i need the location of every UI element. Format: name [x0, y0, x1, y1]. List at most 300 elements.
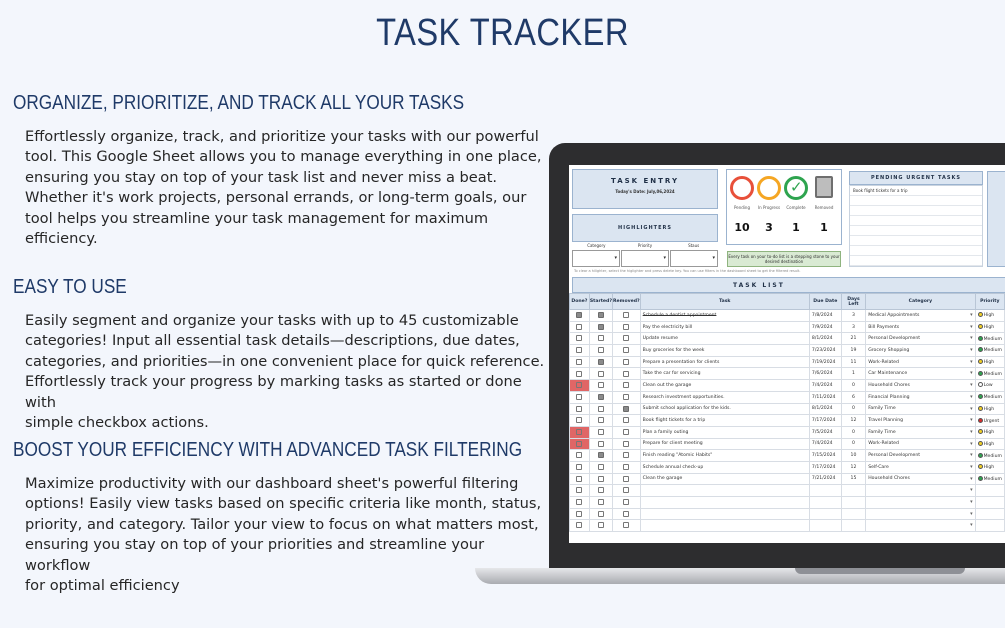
col-started: Started? — [589, 294, 612, 310]
due-date-cell — [809, 520, 841, 532]
done-cell — [570, 415, 590, 427]
done-checkbox[interactable] — [576, 394, 582, 400]
removed-checkbox[interactable] — [623, 464, 629, 470]
text-line: Maximize productivity with our dashboard sheet's powerful filtering — [25, 475, 519, 492]
text-line: tool helps you streamline your task management for maximum — [25, 209, 489, 227]
priority-dot-icon — [978, 464, 983, 469]
done-checkbox[interactable] — [576, 499, 582, 505]
done-cell — [570, 438, 590, 450]
days-left-cell: 12 — [841, 415, 865, 427]
filter-labels — [572, 243, 718, 248]
priority-value: Medium — [983, 336, 1002, 342]
started-checkbox[interactable] — [598, 312, 604, 318]
started-checkbox[interactable] — [598, 335, 604, 341]
text-line: ensuring you stay on top of your task list and never miss a beat. — [25, 168, 498, 186]
started-cell — [589, 368, 612, 380]
task-cell — [640, 485, 809, 497]
category-cell[interactable] — [866, 391, 975, 403]
category-cell[interactable] — [866, 345, 975, 357]
priority-cell[interactable] — [975, 426, 1004, 438]
priority-value: High — [983, 465, 995, 471]
done-cell — [570, 345, 590, 357]
priority-value: Medium — [983, 371, 1002, 377]
started-checkbox[interactable] — [598, 441, 604, 447]
chevron-down-icon: ▾ — [970, 405, 973, 412]
chevron-down-icon: ▾ — [970, 499, 973, 505]
text-line: for optimal efficiency — [25, 577, 180, 595]
started-checkbox[interactable] — [598, 347, 604, 353]
priority-cell[interactable] — [975, 461, 1004, 473]
category-cell[interactable] — [866, 520, 975, 532]
section-heading-filtering: BOOST YOUR EFFICIENCY WITH ADVANCED TASK FILTERING — [13, 439, 523, 461]
started-cell — [589, 415, 612, 427]
started-checkbox[interactable] — [598, 522, 604, 528]
due-date-cell: 7/19/2024 — [809, 356, 841, 368]
category-value: Work-Related — [868, 441, 899, 447]
removed-checkbox[interactable] — [623, 359, 629, 365]
priority-value: Urgent — [983, 418, 1000, 424]
category-value: Grocery Shopping — [868, 347, 910, 353]
section-body-easy — [25, 311, 545, 433]
done-cell — [570, 520, 590, 532]
pending-icon — [730, 176, 754, 200]
category-cell[interactable] — [866, 415, 975, 427]
started-cell — [589, 497, 612, 509]
days-left-cell — [841, 520, 865, 532]
priority-cell[interactable] — [975, 345, 1004, 357]
started-checkbox[interactable] — [598, 452, 604, 458]
priority-cell[interactable] — [975, 310, 1004, 322]
table-row — [570, 310, 1005, 322]
days-left-cell: 3 — [841, 321, 865, 333]
category-value: Car Maintenance — [868, 371, 908, 377]
removed-checkbox[interactable] — [623, 312, 629, 318]
started-checkbox[interactable] — [598, 429, 604, 435]
task-cell: Update resume — [640, 333, 809, 345]
category-cell[interactable] — [866, 461, 975, 473]
started-checkbox[interactable] — [598, 487, 604, 493]
highlighters-panel — [572, 214, 718, 242]
highlighters-title: HIGHLIGHTERS — [618, 225, 672, 231]
priority-cell[interactable] — [975, 321, 1004, 333]
chevron-down-icon: ▾ — [970, 475, 973, 482]
removed-checkbox[interactable] — [623, 487, 629, 493]
category-cell[interactable] — [866, 321, 975, 333]
priority-value: High — [983, 441, 995, 447]
text-line: Whether it's work projects, personal errands, or long-term goals, our — [25, 189, 527, 207]
task-cell: Clean out the garage — [640, 380, 809, 392]
due-date-cell — [809, 485, 841, 497]
category-cell[interactable] — [866, 310, 975, 322]
removed-checkbox[interactable] — [623, 511, 629, 517]
task-cell: Buy groceries for the week — [640, 345, 809, 357]
col-days-left: Days Left — [841, 294, 865, 310]
done-checkbox[interactable] — [576, 335, 582, 341]
table-row — [570, 333, 1005, 345]
removed-cell — [613, 497, 641, 509]
done-checkbox[interactable] — [576, 324, 582, 330]
hint-text: To clear a hilighter, select the higlighter and press delete key. You can use filters in the dashboard sheet to get the filtered result. — [574, 269, 801, 273]
started-cell — [589, 380, 612, 392]
filter-label-status: Staus — [688, 243, 700, 248]
stat-label-pending: Pending — [734, 205, 750, 210]
task-entry-panel — [572, 169, 718, 209]
table-row — [570, 508, 1005, 520]
side-panel — [987, 171, 1005, 267]
table-row — [570, 321, 1005, 333]
removed-checkbox[interactable] — [623, 499, 629, 505]
today-date: Today's Date: July,06,2024 — [615, 189, 675, 194]
done-cell — [570, 391, 590, 403]
done-checkbox[interactable] — [576, 312, 582, 318]
started-cell — [589, 403, 612, 415]
table-row — [570, 391, 1005, 403]
priority-cell[interactable] — [975, 450, 1004, 462]
removed-cell — [613, 321, 641, 333]
task-cell: Submit school application for the kids. — [640, 403, 809, 415]
urgent-title: PENDING URGENT TASKS — [870, 175, 962, 181]
priority-dot-icon — [978, 347, 983, 352]
in-progress-icon — [757, 176, 781, 200]
done-checkbox[interactable] — [576, 452, 582, 458]
started-checkbox[interactable] — [598, 511, 604, 517]
priority-value: High — [983, 430, 995, 436]
days-left-cell: 0 — [841, 380, 865, 392]
priority-dot-icon — [978, 382, 983, 387]
text-line: efficiency. — [25, 230, 98, 248]
chevron-down-icon: ▾ — [970, 510, 973, 517]
started-cell — [589, 426, 612, 438]
table-row — [570, 520, 1005, 532]
category-value: Bill Payments — [868, 324, 900, 330]
complete-icon: ✓ — [784, 176, 808, 200]
chevron-down-icon: ▾ — [970, 463, 973, 470]
priority-value: Medium — [983, 453, 1002, 459]
started-checkbox[interactable] — [598, 382, 604, 388]
removed-checkbox[interactable] — [623, 476, 629, 482]
done-checkbox[interactable] — [576, 441, 582, 447]
done-cell — [570, 508, 590, 520]
started-cell — [589, 520, 612, 532]
category-value: Financial Planning — [868, 394, 910, 400]
done-cell — [570, 497, 590, 509]
done-checkbox[interactable] — [576, 382, 582, 388]
days-left-cell: 15 — [841, 473, 865, 485]
category-value: Personal Development — [868, 336, 921, 342]
urgent-item: Book flight tickets for a trip — [853, 188, 908, 193]
removed-cell — [613, 520, 641, 532]
stat-label-complete: Complete — [786, 205, 806, 210]
priority-cell[interactable] — [975, 356, 1004, 368]
done-cell — [570, 333, 590, 345]
removed-checkbox[interactable] — [623, 394, 629, 400]
section-body-organize — [25, 127, 545, 249]
category-cell[interactable] — [866, 380, 975, 392]
started-checkbox[interactable] — [598, 324, 604, 330]
task-entry-title: TASK ENTRY — [610, 177, 680, 185]
due-date-cell: 8/1/2024 — [809, 333, 841, 345]
done-checkbox[interactable] — [576, 511, 582, 517]
chevron-down-icon: ▾ — [970, 370, 973, 377]
started-cell — [589, 345, 612, 357]
table-row — [570, 426, 1005, 438]
days-left-cell: 0 — [841, 403, 865, 415]
due-date-cell: 7/4/2024 — [809, 380, 841, 392]
priority-cell[interactable] — [975, 333, 1004, 345]
category-cell[interactable] — [866, 356, 975, 368]
priority-dot-icon — [978, 418, 983, 423]
category-cell[interactable] — [866, 438, 975, 450]
chevron-down-icon: ▾ — [970, 393, 973, 400]
started-cell — [589, 356, 612, 368]
started-cell — [589, 508, 612, 520]
laptop-notch — [795, 568, 965, 574]
chevron-down-icon: ▾ — [970, 347, 973, 354]
task-cell: Research investment opportunities. — [640, 391, 809, 403]
category-cell[interactable] — [866, 426, 975, 438]
text-line: categories, and priorities—in one convenient place for quick reference. — [25, 352, 545, 370]
category-cell[interactable] — [866, 497, 975, 509]
table-row — [570, 415, 1005, 427]
chevron-down-icon: ▾ — [970, 358, 973, 365]
started-cell — [589, 485, 612, 497]
page-title: TASK TRACKER — [376, 12, 629, 54]
category-cell[interactable] — [866, 508, 975, 520]
task-cell: Book flight tickets for a trip — [640, 415, 809, 427]
done-checkbox[interactable] — [576, 487, 582, 493]
category-value: Medical Appointments — [868, 312, 920, 318]
days-left-cell: 21 — [841, 333, 865, 345]
started-checkbox[interactable] — [598, 499, 604, 505]
removed-cell — [613, 438, 641, 450]
task-list-title: TASK LIST — [733, 282, 785, 289]
task-cell: Take the car for servicing — [640, 368, 809, 380]
started-cell — [589, 438, 612, 450]
section-heading-organize: ORGANIZE, PRIORITIZE, AND TRACK ALL YOUR TASKS — [13, 92, 465, 114]
col-task: Task — [640, 294, 809, 310]
removed-checkbox[interactable] — [623, 371, 629, 377]
urgent-header — [849, 171, 983, 185]
filter-label-priority: Priority — [637, 243, 653, 248]
removed-checkbox[interactable] — [623, 452, 629, 458]
started-cell — [589, 473, 612, 485]
stat-count-pending: 10 — [734, 221, 750, 234]
priority-cell[interactable] — [975, 415, 1004, 427]
due-date-cell: 7/9/2024 — [809, 321, 841, 333]
days-left-cell — [841, 508, 865, 520]
done-checkbox[interactable] — [576, 476, 582, 482]
removed-checkbox[interactable] — [623, 429, 629, 435]
priority-dot-icon — [978, 359, 983, 364]
chevron-down-icon: ▾ — [970, 335, 973, 342]
due-date-cell: 8/1/2024 — [809, 403, 841, 415]
task-cell: Prepare for client meeting — [640, 438, 809, 450]
started-cell — [589, 450, 612, 462]
days-left-cell: 10 — [841, 450, 865, 462]
due-date-cell: 7/17/2024 — [809, 415, 841, 427]
filter-label-category: Category — [587, 243, 606, 248]
category-cell[interactable] — [866, 485, 975, 497]
category-filter-dropdown[interactable] — [572, 250, 620, 267]
chevron-down-icon: ▾ — [970, 452, 973, 459]
priority-cell[interactable] — [975, 473, 1004, 485]
table-row — [570, 497, 1005, 509]
urgent-list — [849, 185, 983, 267]
removed-cell — [613, 310, 641, 322]
task-cell: Pay the electricity bill — [640, 321, 809, 333]
started-checkbox[interactable] — [598, 359, 604, 365]
done-cell — [570, 450, 590, 462]
days-left-cell: 3 — [841, 310, 865, 322]
priority-cell[interactable] — [975, 520, 1004, 532]
done-checkbox[interactable] — [576, 406, 582, 412]
table-row — [570, 485, 1005, 497]
stat-count-in-progress: 3 — [765, 221, 773, 234]
text-line: categories! Input all essential task details—descriptions, due dates, — [25, 332, 520, 350]
priority-dot-icon — [978, 324, 983, 329]
done-checkbox[interactable] — [576, 429, 582, 435]
priority-dot-icon — [978, 371, 983, 376]
priority-cell[interactable] — [975, 485, 1004, 497]
task-table-viewport — [569, 293, 1005, 543]
priority-cell[interactable] — [975, 380, 1004, 392]
started-checkbox[interactable] — [598, 476, 604, 482]
started-cell — [589, 461, 612, 473]
category-cell[interactable] — [866, 333, 975, 345]
done-checkbox[interactable] — [576, 371, 582, 377]
started-checkbox[interactable] — [598, 406, 604, 412]
task-cell: Prepare a presentation for clients — [640, 356, 809, 368]
table-row — [570, 345, 1005, 357]
priority-cell[interactable] — [975, 497, 1004, 509]
removed-cell — [613, 403, 641, 415]
done-cell — [570, 473, 590, 485]
priority-dot-icon — [978, 429, 983, 434]
table-row — [570, 380, 1005, 392]
chevron-down-icon: ▾ — [970, 428, 973, 435]
done-cell — [570, 380, 590, 392]
category-cell[interactable] — [866, 368, 975, 380]
done-cell — [570, 426, 590, 438]
motivational-quote: Every task on your to-do list is a stepping stone to your desired destination — [727, 251, 841, 267]
col-removed: Removed? — [613, 294, 641, 310]
text-line: simple checkbox actions. — [25, 414, 209, 432]
table-row — [570, 356, 1005, 368]
done-checkbox[interactable] — [576, 359, 582, 365]
due-date-cell: 7/17/2024 — [809, 461, 841, 473]
days-left-cell: 0 — [841, 426, 865, 438]
col-due-date: Due Date — [809, 294, 841, 310]
chevron-down-icon: ▾ — [663, 255, 666, 261]
done-checkbox[interactable] — [576, 464, 582, 470]
removed-cell — [613, 356, 641, 368]
days-left-cell — [841, 497, 865, 509]
priority-cell[interactable] — [975, 391, 1004, 403]
done-checkbox[interactable] — [576, 347, 582, 353]
due-date-cell — [809, 497, 841, 509]
days-left-cell: 6 — [841, 391, 865, 403]
removed-cell — [613, 473, 641, 485]
due-date-cell: 7/6/2024 — [809, 368, 841, 380]
removed-cell — [613, 461, 641, 473]
chevron-down-icon: ▾ — [970, 522, 973, 529]
chevron-down-icon: ▾ — [970, 312, 973, 318]
chevron-down-icon: ▾ — [712, 255, 715, 261]
priority-dot-icon — [978, 394, 983, 399]
priority-value: Low — [983, 383, 993, 389]
col-done: Done? — [570, 294, 590, 310]
removed-checkbox[interactable] — [623, 406, 629, 412]
days-left-cell: 12 — [841, 461, 865, 473]
category-cell[interactable] — [866, 473, 975, 485]
priority-dot-icon — [978, 441, 983, 446]
removed-checkbox[interactable] — [623, 335, 629, 341]
task-cell: Schedule annual check-up — [640, 461, 809, 473]
text-line: Easily segment and organize your tasks with up to 45 customizable — [25, 312, 519, 329]
removed-checkbox[interactable] — [623, 324, 629, 330]
done-checkbox[interactable] — [576, 417, 582, 423]
priority-cell[interactable] — [975, 508, 1004, 520]
section-heading-easy: EASY TO USE — [13, 276, 127, 298]
table-row — [570, 473, 1005, 485]
priority-value: High — [983, 406, 995, 412]
category-cell[interactable] — [866, 403, 975, 415]
due-date-cell: 7/21/2024 — [809, 473, 841, 485]
priority-value: Medium — [983, 348, 1002, 354]
done-cell — [570, 321, 590, 333]
priority-cell[interactable] — [975, 438, 1004, 450]
category-cell[interactable] — [866, 450, 975, 462]
started-checkbox[interactable] — [598, 417, 604, 423]
chevron-down-icon: ▾ — [970, 417, 973, 424]
task-cell — [640, 508, 809, 520]
priority-filter-dropdown[interactable] — [621, 250, 669, 267]
started-checkbox[interactable] — [598, 371, 604, 377]
removed-checkbox[interactable] — [623, 522, 629, 528]
task-cell: Plan a family outing — [640, 426, 809, 438]
due-date-cell — [809, 508, 841, 520]
text-line: Effortlessly track your progress by marking tasks as started or done with — [25, 373, 522, 411]
priority-dot-icon — [978, 336, 983, 341]
priority-dot-icon — [978, 312, 983, 317]
status-filter-dropdown[interactable] — [670, 250, 718, 267]
removed-cell — [613, 345, 641, 357]
stat-label-removed: Removed — [814, 205, 834, 210]
text-line: ensuring you stay on top of your priorities and streamline your workflow — [25, 536, 485, 574]
started-checkbox[interactable] — [598, 464, 604, 470]
done-cell — [570, 461, 590, 473]
started-checkbox[interactable] — [598, 394, 604, 400]
due-date-cell: 7/5/2024 — [809, 426, 841, 438]
removed-checkbox[interactable] — [623, 417, 629, 423]
task-cell: Finish reading "Atomic Habits" — [640, 450, 809, 462]
done-cell — [570, 310, 590, 322]
removed-checkbox[interactable] — [623, 382, 629, 388]
priority-value: High — [983, 325, 995, 331]
text-line: priority, and category. Tailor your view to focus on what matters most, — [25, 515, 539, 533]
done-cell — [570, 356, 590, 368]
removed-checkbox[interactable] — [623, 441, 629, 447]
removed-cell — [613, 333, 641, 345]
priority-cell[interactable] — [975, 403, 1004, 415]
category-value: Travel Planning — [868, 418, 904, 424]
priority-cell[interactable] — [975, 368, 1004, 380]
removed-cell — [613, 450, 641, 462]
priority-value: Medium — [983, 395, 1002, 401]
done-checkbox[interactable] — [576, 522, 582, 528]
removed-checkbox[interactable] — [623, 347, 629, 353]
done-cell — [570, 403, 590, 415]
